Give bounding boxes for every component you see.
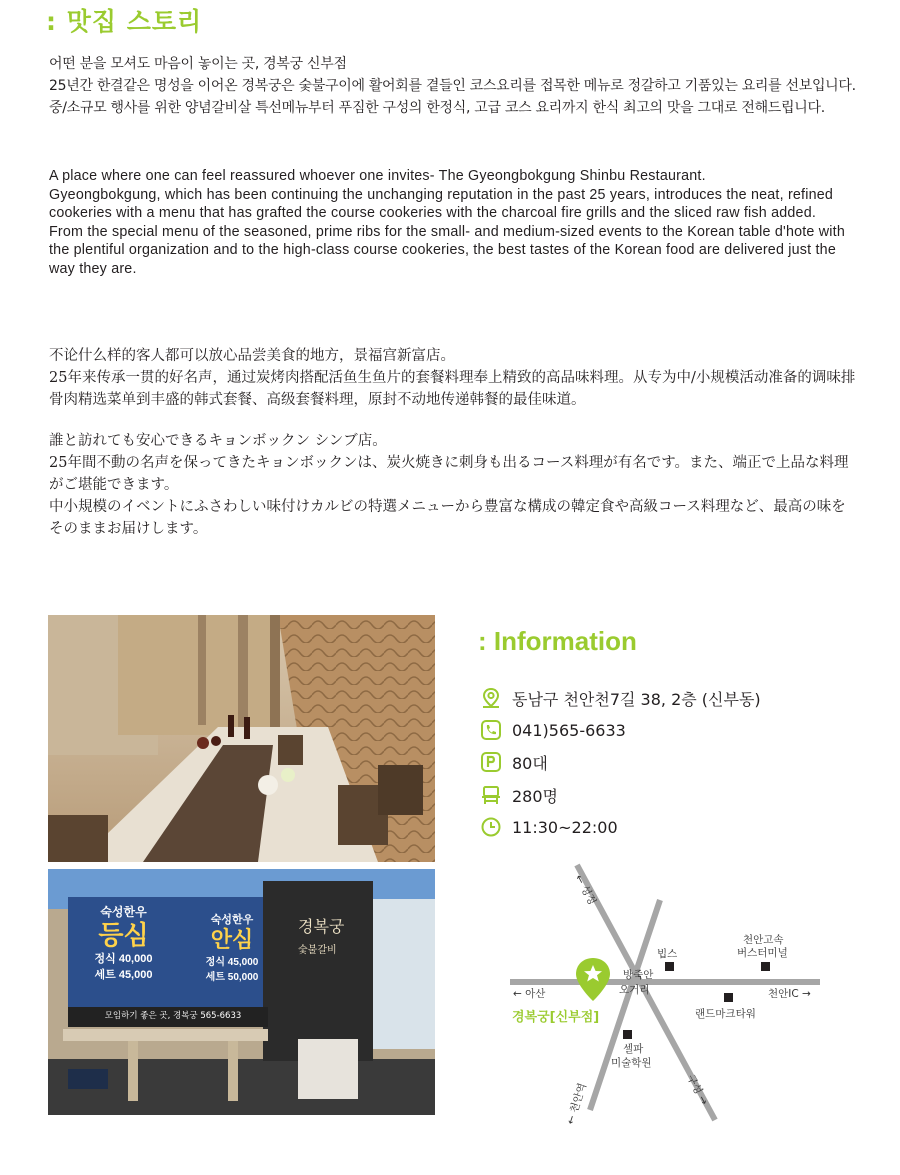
location-map xyxy=(505,855,825,1135)
sirloin-banner xyxy=(76,903,171,1003)
tenderloin-banner-top: 숙성한우 xyxy=(210,914,254,926)
section-title: : 맛집 스토리 xyxy=(46,7,203,36)
japanese-headline: 誰と訪れても安心できるキョンボックン シンブ店。 xyxy=(49,433,387,449)
japanese-description xyxy=(49,430,859,540)
map-marker-art-school xyxy=(623,1030,632,1039)
map-label-art-school-1: 셀파 xyxy=(623,1043,644,1055)
sirloin-banner-main: 등심 xyxy=(98,920,149,950)
location-pin-icon xyxy=(480,687,502,709)
sirloin-banner-top: 숙성한우 xyxy=(100,905,147,919)
map-label-bips: 빕스 xyxy=(657,948,678,960)
chinese-body: 25年来传承一贯的好名声，通过炭烤肉搭配活鱼生鱼片的套餐料理奉上精致的高品味料理。从专为中/小规模活动准备的调味排骨肉精选菜单到丰盛的韩式套餐、高级套餐料理，原封不动地传递韩餐的最佳味道。 xyxy=(49,370,856,408)
info-hours: 11:30~22:00 xyxy=(512,817,618,837)
korean-body: 25년간 한결같은 명성을 이어온 경복궁은 숯불구이에 활어회를 곁들인 코스요리를 접목한 메뉴로 정갈하고 기품있는 요리를 선보입니다. 중/소규모 행사를 위한 양념갈비살 특선메뉴부터 푸짐한 구성의 한정식, 고급 코스 요리까지 한식 최고의 맛을 그대로 전해드립니다. xyxy=(49,78,856,116)
phone-icon xyxy=(480,719,502,741)
banner-strip-text: 모임하기 좋은 곳, 경복궁 565-6633 xyxy=(104,1011,242,1021)
map-marker-bips xyxy=(665,962,674,971)
tower-name: 경복궁 xyxy=(298,917,345,936)
map-label-seongjeong: ← 성정 xyxy=(572,872,599,908)
chinese-headline: 不论什么样的客人都可以放心品尝美食的地方，景福宫新富店。 xyxy=(49,348,455,364)
map-label-landmark-tower: 랜드마크타워 xyxy=(695,1008,756,1020)
info-phone: 041)565-6633 xyxy=(512,720,626,740)
info-address: 동남구 천안천7길 38, 2층 (신부동) xyxy=(512,689,761,709)
map-label-terminal-2: 버스터미널 xyxy=(737,947,788,959)
info-phone-row xyxy=(480,718,626,742)
map-label-terminal-1: 천안고속 xyxy=(743,934,784,946)
map-label-intersection-1: 방죽안 xyxy=(623,969,654,981)
map-label-art-school-2: 미술학원 xyxy=(611,1057,652,1069)
info-address-row xyxy=(480,686,761,710)
map-label-asan: ← 아산 xyxy=(513,988,546,1000)
japanese-body-1: 25年間不動の名声を保ってきたキョンボックンは、炭火焼きに刺身も出るコース料理が有名です。また、端正で上品な料理がご堪能できます。 xyxy=(49,455,849,493)
info-parking-row xyxy=(480,750,548,774)
map-marker-terminal xyxy=(761,962,770,971)
korean-headline: 어떤 분을 모셔도 마음이 놓이는 곳, 경복궁 신부점 xyxy=(49,56,347,72)
info-parking: 80대 xyxy=(512,753,548,773)
clock-icon xyxy=(480,816,502,838)
tenderloin-banner-main: 안심 xyxy=(210,927,254,952)
interior-photo-illustration xyxy=(48,615,435,862)
sirloin-price-set: 세트 45,000 xyxy=(94,969,153,981)
english-description xyxy=(49,167,859,278)
english-body-2: From the special menu of the seasoned, prime ribs for the small- and medium-sized events to the Korean table d'hote with the plentiful organization and to the high-class course cookeries, the best tastes of the Korean food are delivered just the way they are. xyxy=(49,223,845,277)
sirloin-price-course: 정식 40,000 xyxy=(94,953,153,965)
korean-description xyxy=(49,53,859,119)
information-title: : Information xyxy=(478,626,637,656)
seat-icon xyxy=(480,784,502,806)
tower-subtitle: 숯불갈비 xyxy=(298,945,337,956)
chinese-description xyxy=(49,345,859,411)
map-label-cheonan-station: ← 천안역 xyxy=(564,1081,590,1126)
map-label-gusung: 구성 → xyxy=(684,1072,711,1108)
info-seats-row xyxy=(480,783,558,807)
map-label-cheonan-ic: 천안IC → xyxy=(768,988,811,1000)
info-seats: 280명 xyxy=(512,786,558,806)
tenderloin-price-set: 세트 50,000 xyxy=(205,972,259,983)
japanese-body-2: 中小規模のイベントにふさわしい味付けカルビの特選メニューから豊富な構成の韓定食や高級コース料理など、最高の味をそのままお届けします。 xyxy=(49,499,846,537)
tenderloin-banner xyxy=(198,911,266,1006)
map-marker-landmark-tower xyxy=(724,993,733,1002)
exterior-photo xyxy=(48,869,435,1115)
map-label-restaurant: 경복궁[신부점] xyxy=(512,1010,600,1025)
interior-photo xyxy=(48,615,435,862)
english-body-1: Gyeongbokgung, which has been continuing the unchanging reputation in the past 25 years, introduces the neat, refined cookeries with a menu that has grafted the course cookeries with the charcoal fire grills and the sliced raw fish added. xyxy=(49,186,834,221)
parking-icon xyxy=(480,751,502,773)
english-headline: A place where one can feel reassured whoever one invites- The Gyeongbokgung Shinbu Restaurant. xyxy=(49,168,706,184)
info-hours-row xyxy=(480,815,618,839)
map-label-intersection-2: 오거리 xyxy=(619,984,650,996)
tenderloin-price-course: 정식 45,000 xyxy=(205,957,259,968)
restaurant-map-pin-icon xyxy=(576,958,610,1001)
